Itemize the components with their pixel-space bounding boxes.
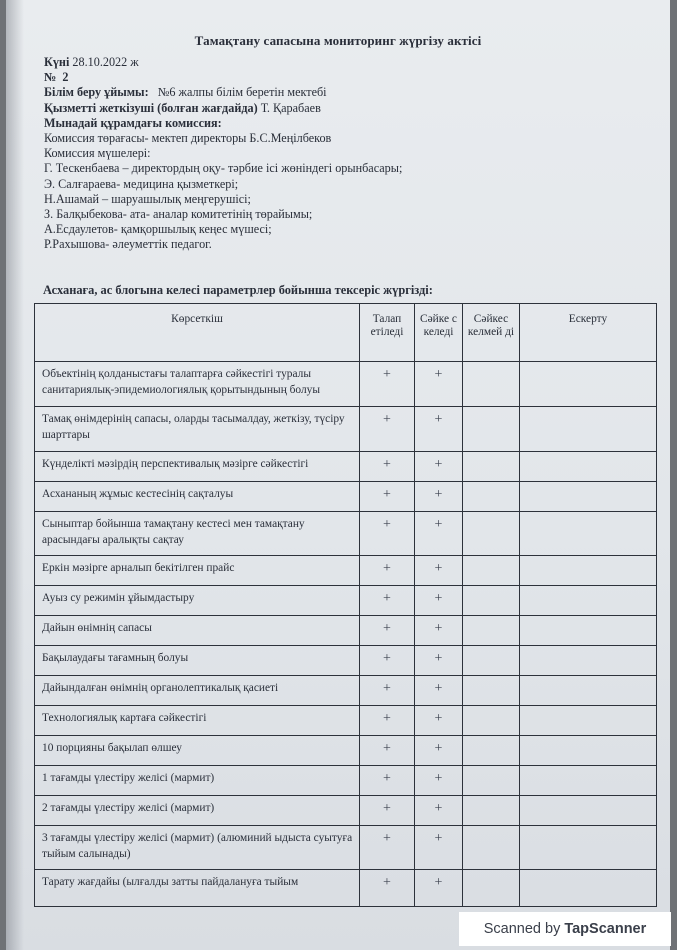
table-row	[35, 586, 657, 616]
not-matches-cell	[463, 482, 520, 512]
table-row	[35, 826, 657, 870]
table-row	[35, 870, 657, 907]
required-mark: +	[360, 556, 415, 586]
header-required: Талап етіледі	[360, 304, 415, 362]
matches-mark: +	[415, 766, 463, 796]
note-cell	[520, 796, 657, 826]
not-matches-cell	[463, 586, 520, 616]
indicator-cell: 3 тағамды үлестіру желісі (мармит) (алюминий ыдыста суытуға тыйым салынады)	[35, 826, 360, 870]
matches-mark: +	[415, 452, 463, 482]
indicator-cell: Бақылаудағы тағамның болуы	[35, 646, 360, 676]
not-matches-cell	[463, 676, 520, 706]
number-value: 2	[62, 70, 69, 85]
not-matches-cell	[463, 452, 520, 482]
commission-line: Г. Тескенбаева – директордың оқу- тәрбие ісі жөніндегі орынбасары;	[44, 161, 403, 176]
indicator-cell: Тарату жағдайы (ылғалды затты пайдалануға тыйым	[35, 870, 360, 907]
provider-line	[44, 101, 402, 116]
section-heading: Асханаға, ас блогына келесі параметрлер бойынша тексеріс жүргізді:	[43, 283, 433, 297]
table-header-row	[35, 304, 657, 362]
indicator-cell: Ауыз су режимін ұйымдастыру	[35, 586, 360, 616]
indicator-cell: Дайындалған өнімнің органолептикалық қасиеті	[35, 676, 360, 706]
not-matches-cell	[463, 706, 520, 736]
document-header	[44, 55, 402, 253]
matches-mark: +	[415, 512, 463, 556]
number-label: №	[44, 70, 57, 85]
note-cell	[520, 452, 657, 482]
note-cell	[520, 556, 657, 586]
table-row	[35, 796, 657, 826]
note-cell	[520, 870, 657, 907]
indicator-cell: 1 тағамды үлестіру желісі (мармит)	[35, 766, 360, 796]
matches-mark: +	[415, 482, 463, 512]
matches-mark: +	[415, 586, 463, 616]
note-cell	[520, 826, 657, 870]
table-row	[35, 676, 657, 706]
inspection-table-wrapper	[34, 303, 656, 907]
table-row	[35, 766, 657, 796]
document-title: Тамақтану сапасына мониторинг жүргізу актісі	[194, 33, 482, 48]
note-cell	[520, 676, 657, 706]
required-mark: +	[360, 512, 415, 556]
note-cell	[520, 512, 657, 556]
indicator-cell: Еркін мәзірге арналып бекітілген прайс	[35, 556, 360, 586]
required-mark: +	[360, 407, 415, 452]
required-mark: +	[360, 826, 415, 870]
not-matches-cell	[463, 556, 520, 586]
organization-value: №6 жалпы білім беретін мектебі	[157, 85, 327, 100]
not-matches-cell	[463, 616, 520, 646]
indicator-cell: Күнделікті мәзірдің перспективалық мәзірге сәйкестігі	[35, 452, 360, 482]
indicator-cell: Сыныптар бойынша тамақтану кестесі мен тамақтану арасындағы аралықты сақтау	[35, 512, 360, 556]
commission-label: Мынадай құрамдағы комиссия:	[44, 115, 222, 130]
matches-mark: +	[415, 646, 463, 676]
indicator-cell: Дайын өнімнің сапасы	[35, 616, 360, 646]
table-row	[35, 407, 657, 452]
scanned-page	[6, 0, 670, 950]
not-matches-cell	[463, 766, 520, 796]
note-cell	[520, 646, 657, 676]
watermark-prefix: Scanned by	[483, 921, 561, 937]
commission-line: Э. Салғараева- медицина қызметкері;	[44, 176, 239, 191]
organization-line	[44, 85, 402, 100]
organization-label: Білім беру ұйымы:	[44, 85, 149, 100]
indicator-cell: Технологиялық картаға сәйкестігі	[35, 706, 360, 736]
table-row	[35, 452, 657, 482]
indicator-cell: 10 порцияны бақылап өлшеу	[35, 736, 360, 766]
not-matches-cell	[463, 407, 520, 452]
required-mark: +	[360, 646, 415, 676]
not-matches-cell	[463, 362, 520, 407]
matches-mark: +	[415, 407, 463, 452]
matches-mark: +	[415, 676, 463, 706]
note-cell	[520, 586, 657, 616]
required-mark: +	[360, 706, 415, 736]
commission-line: Н.Ашамай – шаруашылық меңгерушісі;	[44, 191, 251, 206]
inspection-table	[34, 303, 657, 907]
provider-label: Қызметті жеткізуші (болған жағдайда)	[44, 100, 258, 115]
required-mark: +	[360, 362, 415, 407]
provider-value: Т. Қарабаев	[260, 100, 321, 115]
not-matches-cell	[463, 646, 520, 676]
commission-line: Комиссия төрағасы- мектеп директоры Б.С.Меңілбеков	[44, 131, 332, 146]
commission-line: Комиссия мүшелері:	[44, 146, 151, 161]
table-row	[35, 512, 657, 556]
commission-line: З. Балқыбекова- ата- аналар комитетінің төрайымы;	[44, 207, 313, 222]
note-cell	[520, 766, 657, 796]
commission-line: Р.Рахышова- әлеуметтік педагог.	[44, 237, 212, 252]
header-not-matches: Сәйкес келмей ді	[463, 304, 520, 362]
table-row	[35, 556, 657, 586]
required-mark: +	[360, 616, 415, 646]
not-matches-cell	[463, 826, 520, 870]
required-mark: +	[360, 766, 415, 796]
required-mark: +	[360, 452, 415, 482]
matches-mark: +	[415, 556, 463, 586]
table-row	[35, 706, 657, 736]
commission-line: А.Есдаулетов- қамқоршылық кеңес мүшесі;	[44, 222, 272, 237]
required-mark: +	[360, 676, 415, 706]
header-note: Ескерту	[520, 304, 657, 362]
note-cell	[520, 706, 657, 736]
number-line	[44, 70, 402, 85]
indicator-cell: Асхананың жұмыс кестесінің сақталуы	[35, 482, 360, 512]
not-matches-cell	[463, 870, 520, 907]
indicator-cell: 2 тағамды үлестіру желісі (мармит)	[35, 796, 360, 826]
table-row	[35, 736, 657, 766]
header-indicator: Көрсеткіш	[35, 304, 360, 362]
required-mark: +	[360, 736, 415, 766]
note-cell	[520, 736, 657, 766]
required-mark: +	[360, 796, 415, 826]
note-cell	[520, 362, 657, 407]
header-matches: Сәйке с келеді	[415, 304, 463, 362]
note-cell	[520, 616, 657, 646]
required-mark: +	[360, 870, 415, 907]
not-matches-cell	[463, 512, 520, 556]
not-matches-cell	[463, 736, 520, 766]
table-row	[35, 646, 657, 676]
required-mark: +	[360, 482, 415, 512]
not-matches-cell	[463, 796, 520, 826]
matches-mark: +	[415, 362, 463, 407]
scanner-watermark	[459, 912, 671, 946]
indicator-cell: Объектінің қолданыстағы талаптарға сәйкестігі туралы санитариялық-эпидемиологиялық қорытындының болуы	[35, 362, 360, 407]
required-mark: +	[360, 586, 415, 616]
matches-mark: +	[415, 870, 463, 907]
note-cell	[520, 407, 657, 452]
matches-mark: +	[415, 616, 463, 646]
table-row	[35, 616, 657, 646]
watermark-brand: TapScanner	[564, 921, 647, 937]
matches-mark: +	[415, 736, 463, 766]
matches-mark: +	[415, 706, 463, 736]
date-label: Күні	[44, 55, 70, 69]
matches-mark: +	[415, 796, 463, 826]
table-row	[35, 482, 657, 512]
date-value: 28.10.2022 ж	[72, 55, 139, 69]
indicator-cell: Тамақ өнімдерінің сапасы, оларды тасымалдау, жеткізу, түсіру шарттары	[35, 407, 360, 452]
date-line	[44, 55, 402, 70]
note-cell	[520, 482, 657, 512]
table-row	[35, 362, 657, 407]
matches-mark: +	[415, 826, 463, 870]
